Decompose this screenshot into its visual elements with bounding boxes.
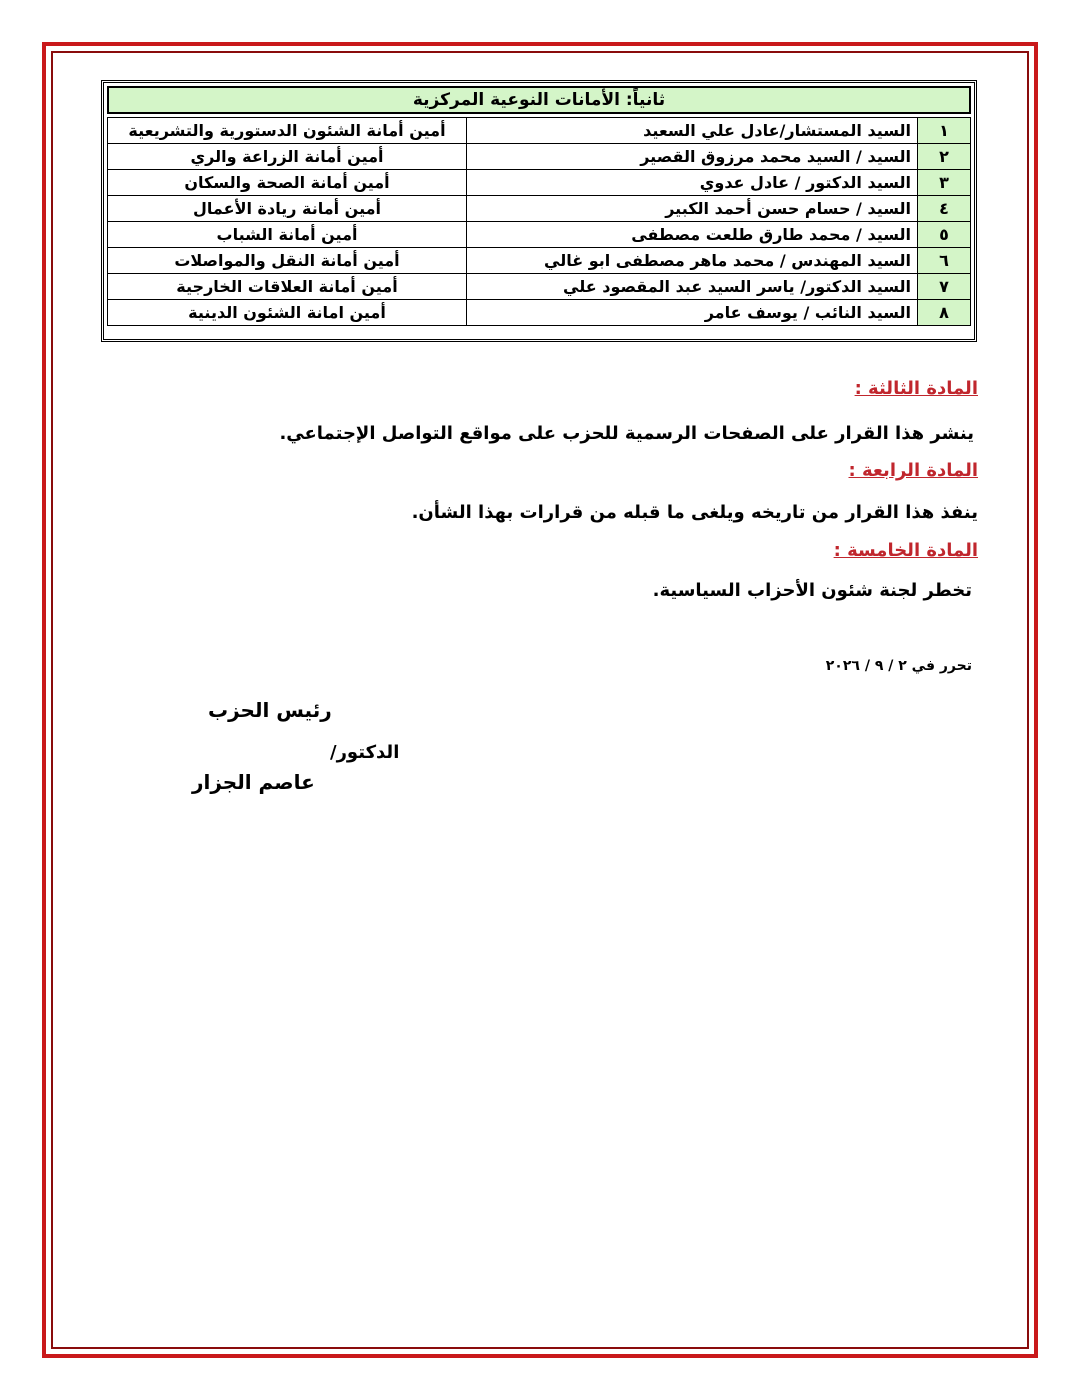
member-role: أمين أمانة العلاقات الخارجية — [108, 274, 467, 300]
member-name: السيد الدكتور / عادل عدوي — [467, 170, 918, 196]
row-number: ١ — [918, 118, 971, 144]
member-name: السيد النائب / يوسف عامر — [467, 300, 918, 326]
member-name: السيد الدكتور/ ياسر السيد عبد المقصود علي — [467, 274, 918, 300]
table-row — [108, 300, 971, 326]
article-third-text: ينشر هذا القرار على الصفحات الرسمية للحزب على مواقع التواصل الإجتماعي. — [279, 423, 974, 444]
member-role: أمين أمانة الشئون الدستورية والتشريعية — [108, 118, 467, 144]
signature-rank: الدكتور/ — [330, 742, 400, 763]
table-row — [108, 118, 971, 144]
row-number: ٧ — [918, 274, 971, 300]
row-number: ٣ — [918, 170, 971, 196]
article-third-heading: المادة الثالثة : — [854, 378, 978, 399]
row-number: ٢ — [918, 144, 971, 170]
table-row — [108, 248, 971, 274]
signature-name: عاصم الجزار — [192, 770, 315, 794]
member-name: السيد / حسام حسن أحمد الكبير — [467, 196, 918, 222]
article-fifth-text: تخطر لجنة شئون الأحزاب السياسية. — [652, 580, 972, 601]
row-number: ٨ — [918, 300, 971, 326]
member-name: السيد / السيد محمد مرزوق القصير — [467, 144, 918, 170]
row-number: ٥ — [918, 222, 971, 248]
member-role: أمين أمانة ريادة الأعمال — [108, 196, 467, 222]
member-role: أمين أمانة الصحة والسكان — [108, 170, 467, 196]
row-number: ٤ — [918, 196, 971, 222]
article-fourth-heading: المادة الرابعة : — [848, 460, 978, 481]
table-row — [108, 222, 971, 248]
table-row — [108, 196, 971, 222]
table-row — [108, 144, 971, 170]
secretariats-table — [101, 80, 977, 342]
signature-title: رئيس الحزب — [208, 698, 332, 722]
member-name: السيد / محمد طارق طلعت مصطفى — [467, 222, 918, 248]
member-name: السيد المستشار/عادل علي السعيد — [467, 118, 918, 144]
member-role: أمين أمانة الزراعة والري — [108, 144, 467, 170]
date-line: تحرر في ٢ / ٩ / ٢٠٢٦ — [825, 658, 972, 674]
member-role: أمين أمانة الشباب — [108, 222, 467, 248]
secretariats-grid — [107, 117, 971, 326]
table-title: ثانياً: الأمانات النوعية المركزية — [107, 86, 971, 114]
member-role: أمين امانة الشئون الدينية — [108, 300, 467, 326]
table-row — [108, 274, 971, 300]
article-fifth-heading: المادة الخامسة : — [833, 540, 978, 561]
table-row — [108, 170, 971, 196]
member-name: السيد المهندس / محمد ماهر مصطفى ابو غالي — [467, 248, 918, 274]
article-fourth-text: ينفذ هذا القرار من تاريخه ويلغى ما قبله من قرارات بهذا الشأن. — [411, 502, 978, 523]
member-role: أمين أمانة النقل والمواصلات — [108, 248, 467, 274]
row-number: ٦ — [918, 248, 971, 274]
